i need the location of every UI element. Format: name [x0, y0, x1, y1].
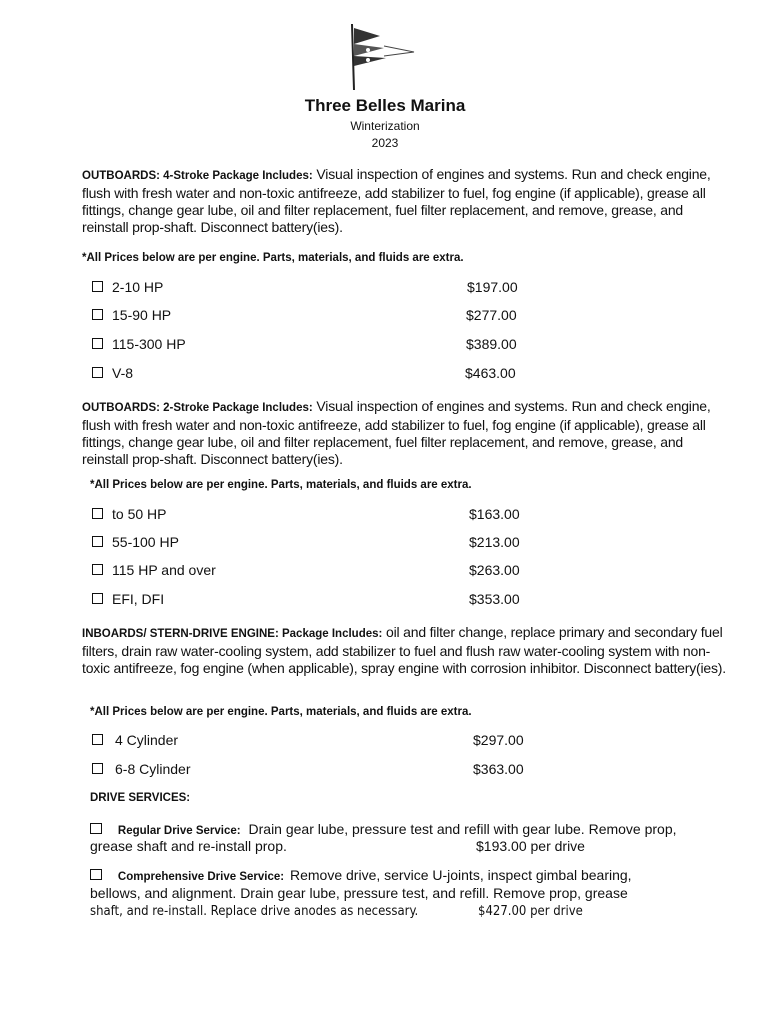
checkbox-icon[interactable]	[92, 281, 103, 292]
page-subtitle: Winterization	[350, 119, 420, 133]
outboards-2stroke-heading: OUTBOARDS: 2-Stroke Package Includes:	[82, 402, 313, 414]
checkbox-icon[interactable]	[92, 536, 103, 547]
marina-flag-logo-icon	[340, 22, 420, 92]
regular-drive-service-price: $193.00 per drive	[476, 838, 585, 854]
inboards-description: INBOARDS/ STERN-DRIVE ENGINE: Package Includes: oil and filter change, replace primary and secondary fuel filters, drain raw water-cooling system, add stabilizer to fuel and flush raw water-cooling system with non-toxic antifreeze, fog engine (when applicable), spray engine with corrosion inhibitor. Disconnect battery(ies).	[82, 624, 726, 676]
inboards-heading: INBOARDS/ STERN-DRIVE ENGINE: Package Includes:	[82, 628, 383, 640]
outboards-2stroke-note: *All Prices below are per engine. Parts, materials, and fluids are extra.	[90, 479, 472, 491]
price-row[interactable]: EFI, DFI $353.00	[92, 591, 522, 609]
price-row[interactable]: V-8 $463.00	[92, 365, 522, 383]
checkbox-icon[interactable]	[90, 869, 102, 880]
comprehensive-drive-service[interactable]: Comprehensive Drive Service: Remove drive, service U-joints, inspect gimbal bearing,	[90, 866, 730, 886]
page-title: Three Belles Marina	[304, 96, 466, 115]
checkbox-icon[interactable]	[92, 564, 103, 575]
checkbox-icon[interactable]	[92, 367, 103, 378]
comprehensive-drive-service-price: $427.00 per drive	[478, 904, 583, 919]
comprehensive-drive-service-text: bellows, and alignment. Drain gear lube, pressure test, and refill. Remove prop, grease	[90, 885, 628, 901]
outboards-2stroke-description: OUTBOARDS: 2-Stroke Package Includes: Visual inspection of engines and systems. Run and check engine, flush with fresh water and non-toxic antifreeze, add stabilizer to fuel, fog engine (if applicable), grease all fittings, change gear lube, oil and filter replacement, fuel filter replacement, and remove, grease, and reinstall prop-shaft. Disconnect battery(ies).	[82, 398, 711, 467]
drive-services-heading: DRIVE SERVICES:	[90, 792, 191, 804]
checkbox-icon[interactable]	[92, 338, 103, 349]
price-row[interactable]: 115 HP and over $263.00	[92, 562, 522, 580]
regular-drive-service[interactable]: Regular Drive Service: Drain gear lube, pressure test and refill with gear lube. Remove prop,	[90, 820, 730, 840]
price-row[interactable]: 15-90 HP $277.00	[92, 307, 522, 325]
checkbox-icon[interactable]	[92, 593, 103, 604]
checkbox-icon[interactable]	[92, 309, 103, 320]
price-row[interactable]: 115-300 HP $389.00	[92, 336, 522, 354]
outboards-4stroke-description: OUTBOARDS: 4-Stroke Package Includes: Visual inspection of engines and systems. Run and check engine, flush with fresh water and non-toxic antifreeze, add stabilizer to fuel, fog engine (if applicable), grease all fittings, change gear lube, oil and filter replacement, fuel filter replacement, and remove, grease, and reinstall prop-shaft. Disconnect battery(ies).	[82, 166, 711, 235]
regular-drive-service-text: grease shaft and re-install prop.	[90, 838, 287, 854]
checkbox-icon[interactable]	[92, 763, 103, 774]
price-row[interactable]: 4 Cylinder $297.00	[92, 732, 532, 750]
checkbox-icon[interactable]	[92, 508, 103, 519]
checkbox-icon[interactable]	[92, 734, 103, 745]
outboards-4stroke-note: *All Prices below are per engine. Parts, materials, and fluids are extra.	[82, 252, 464, 264]
price-row[interactable]: 2-10 HP $197.00	[92, 279, 522, 297]
checkbox-icon[interactable]	[90, 823, 102, 834]
outboards-4stroke-heading: OUTBOARDS: 4-Stroke Package Includes:	[82, 170, 313, 182]
page-year: 2023	[371, 136, 399, 150]
inboards-note: *All Prices below are per engine. Parts, materials, and fluids are extra.	[90, 706, 472, 718]
price-row[interactable]: 6-8 Cylinder $363.00	[92, 761, 532, 779]
price-row[interactable]: to 50 HP $163.00	[92, 506, 522, 524]
comprehensive-drive-service-text-2: shaft, and re-install. Replace drive anodes as necessary.	[90, 904, 419, 919]
price-row[interactable]: 55-100 HP $213.00	[92, 534, 522, 552]
